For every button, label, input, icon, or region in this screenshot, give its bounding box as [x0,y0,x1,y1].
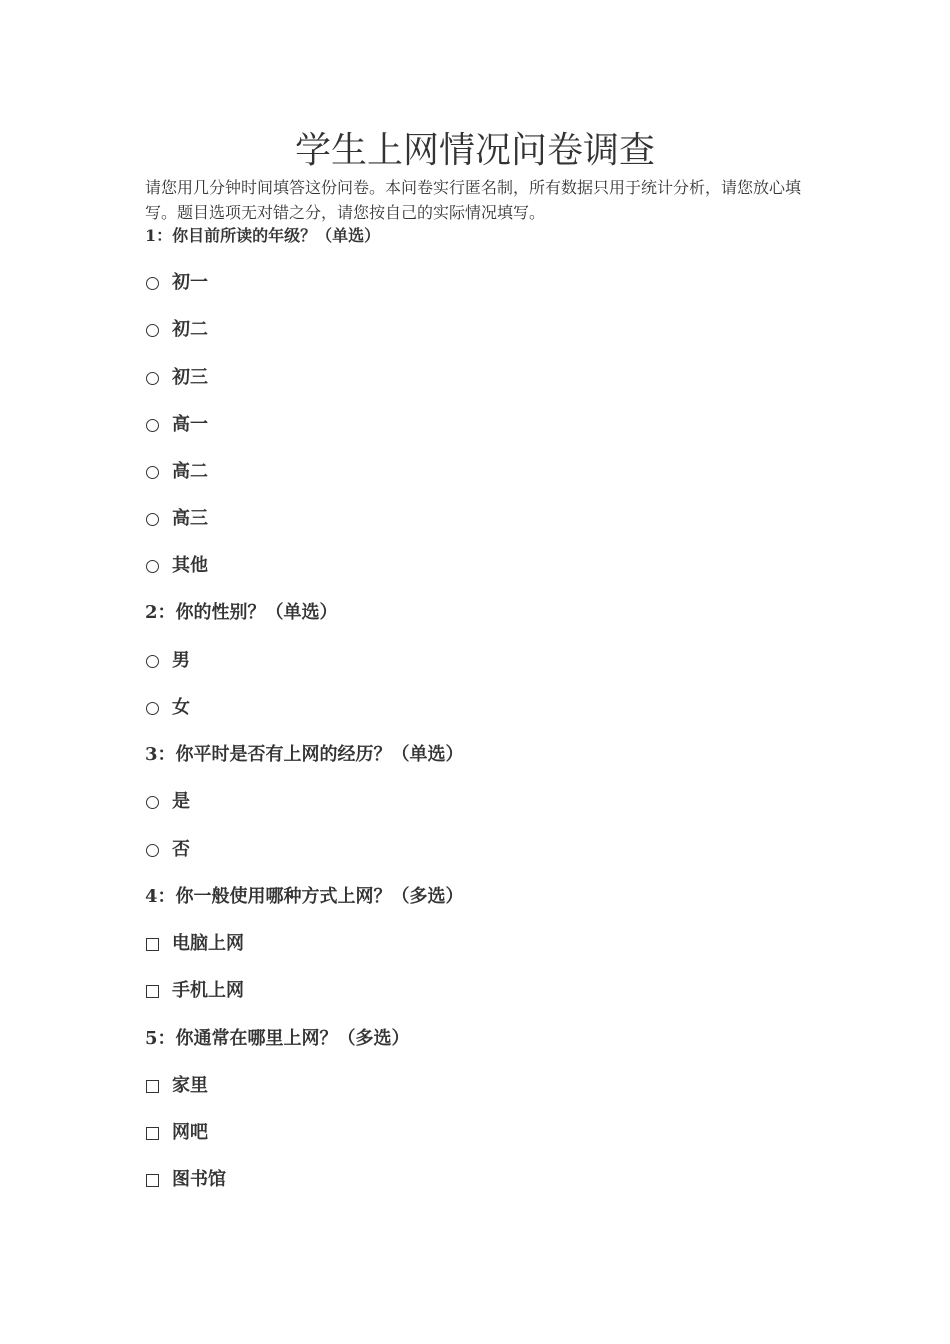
option-label: 女 [172,697,190,718]
question-5-option-3[interactable] [145,1168,226,1192]
option-label: 家里 [172,1075,208,1096]
option-label: 是 [172,791,190,812]
radio-button[interactable] [146,560,159,573]
option-label: 初一 [172,272,208,293]
question-5-option-2[interactable] [145,1121,208,1145]
question-5-label: 5：你通常在哪里上网？（多选） [145,1028,410,1049]
option-label: 男 [172,650,190,671]
question-3-option-2[interactable] [145,838,190,862]
option-label: 高二 [172,461,208,482]
question-1-option-6[interactable] [145,507,208,531]
option-label: 高三 [172,508,208,529]
option-label: 高一 [172,414,208,435]
option-label: 否 [172,839,190,860]
radio-button[interactable] [146,844,159,857]
radio-button[interactable] [146,419,159,432]
option-label: 手机上网 [172,980,244,1001]
question-3-option-1[interactable] [145,790,190,814]
radio-button[interactable] [146,277,159,290]
question-1-label: 1：你目前所读的年级？（单选） [145,226,381,245]
page-title: 学生上网情况问卷调查 [294,130,655,171]
radio-button[interactable] [146,324,159,337]
checkbox[interactable] [146,1174,159,1187]
question-4-option-1[interactable] [145,932,244,956]
option-label: 电脑上网 [172,933,244,954]
radio-button[interactable] [146,466,159,479]
question-2-option-1[interactable] [145,649,190,673]
option-label: 初二 [172,319,208,340]
question-1-option-5[interactable] [145,460,208,484]
checkbox[interactable] [146,938,159,951]
question-2-option-2[interactable] [145,696,190,720]
question-1-option-7[interactable] [145,554,208,578]
radio-button[interactable] [146,702,159,715]
radio-button[interactable] [146,796,159,809]
radio-button[interactable] [146,372,159,385]
intro-text: 请您用几分钟时间填答这份问卷。本问卷实行匿名制，所有数据只用于统计分析，请您放心填写。题目选项无对错之分，请您按自己的实际情况填写。 [145,178,802,222]
question-1-option-3[interactable] [145,366,208,390]
radio-button[interactable] [146,513,159,526]
checkbox[interactable] [146,1080,159,1093]
question-4-label: 4：你一般使用哪种方式上网？（多选） [145,886,464,907]
question-1-option-1[interactable] [145,271,208,295]
option-label: 初三 [172,367,208,388]
question-1-option-2[interactable] [145,318,208,342]
checkbox[interactable] [146,1127,159,1140]
checkbox[interactable] [146,985,159,998]
option-label: 其他 [172,555,208,576]
option-label: 图书馆 [172,1169,226,1190]
question-1-option-4[interactable] [145,413,208,437]
question-2-label: 2：你的性别？（单选） [145,602,338,623]
question-4-option-2[interactable] [145,979,244,1003]
question-3-label: 3：你平时是否有上网的经历？（单选） [145,744,464,765]
radio-button[interactable] [146,655,159,668]
option-label: 网吧 [172,1122,208,1143]
question-5-option-1[interactable] [145,1074,208,1098]
